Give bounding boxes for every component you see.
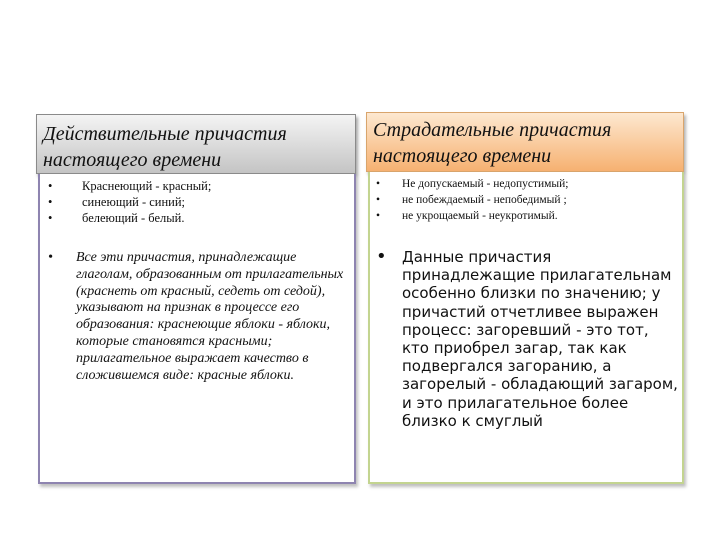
list-item: • белеющий - белый.: [48, 211, 185, 225]
left-explanation: [48, 250, 352, 384]
left-examples-list: [48, 178, 348, 226]
bullet-icon: •: [376, 178, 381, 190]
right-explanation-text: Данные причастия принадлежащие прилагательнам особенно близки по значению; у причастий отчетливее выражен процесс: загоревший - это тот, кто приобрел загар, так как подвергался загоранию, а загорелый - обладающий загаром, и это прилагательное более близко к смуглый: [402, 248, 678, 430]
bullet-icon: •: [48, 195, 53, 209]
left-column-title: Действительные причастия настоящего времени: [43, 123, 287, 171]
list-item: • Краснеющий - красный;: [48, 179, 212, 193]
bullet-icon: •: [48, 250, 53, 265]
list-item: • не укрощаемый - неукротимый.: [376, 210, 558, 222]
bullet-icon: •: [376, 246, 387, 267]
bullet-icon: •: [48, 179, 53, 193]
list-item: [376, 248, 678, 430]
left-explanation-text: Все эти причастия, принадлежащие глаголам, образованным от прилагательных (краснеть от красный, седеть от седой), указывают на признак в процессе его образования: краснеющие яблоки - яблоки, которые становятся красными; прилагательное выражает качество в сложившемся виде: красные яблоки.: [76, 250, 344, 383]
left-column-body: [38, 174, 356, 484]
list-item: [48, 250, 352, 384]
bullet-icon: •: [48, 211, 53, 225]
list-item: • не побеждаемый - непобедимый ;: [376, 194, 567, 206]
left-column-header: [36, 114, 356, 174]
list-item: • синеющий - синий;: [48, 195, 186, 209]
right-column-header: [366, 112, 684, 172]
bullet-icon: •: [376, 210, 381, 222]
list-item: • Не допускаемый - недопустимый;: [376, 178, 569, 190]
right-column-body: [368, 172, 684, 484]
right-examples-list: [376, 176, 676, 224]
bullet-icon: •: [376, 194, 381, 206]
right-column-title: Страдательные причастия настоящего времени: [373, 119, 612, 167]
right-explanation: [376, 248, 678, 430]
